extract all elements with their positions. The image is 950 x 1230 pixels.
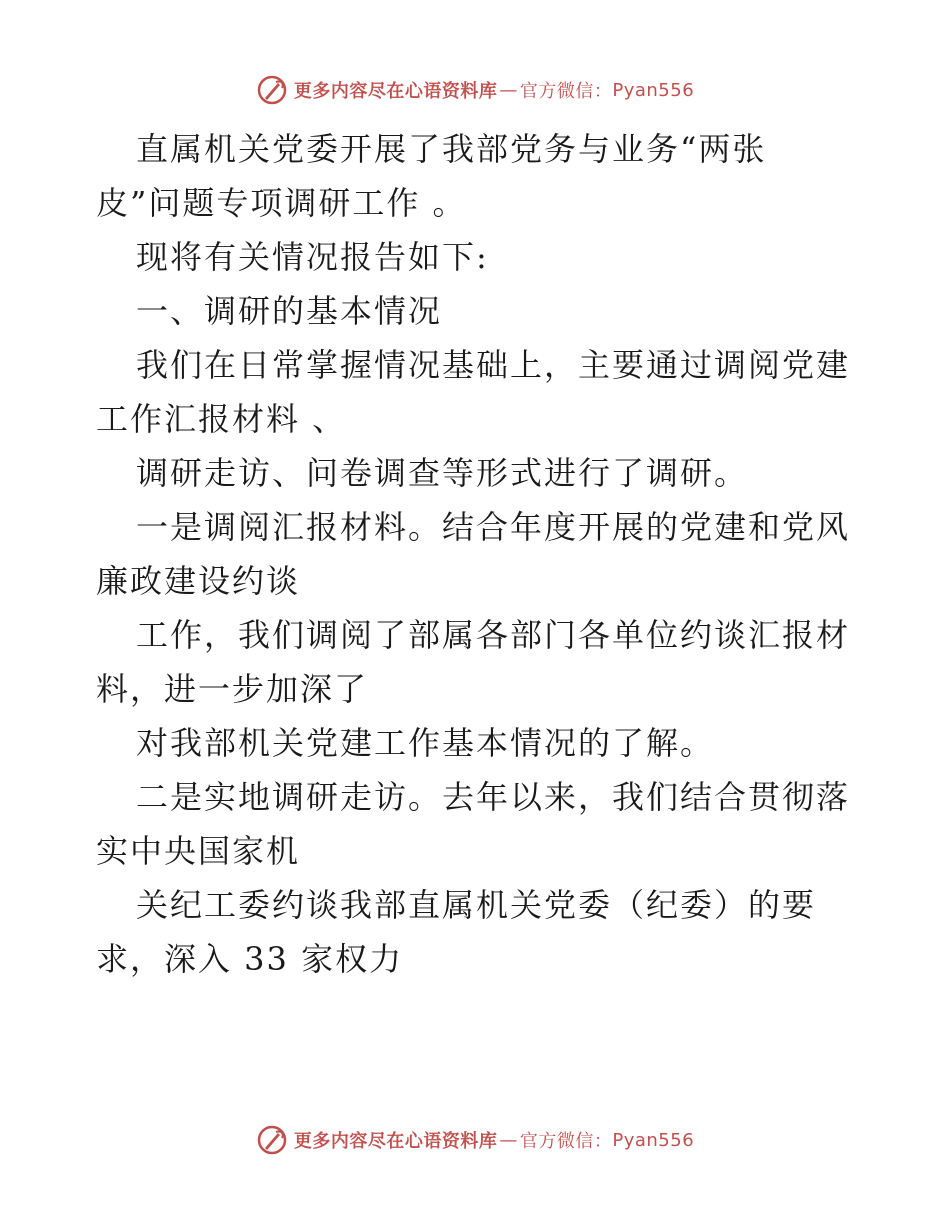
footer-watermark bbox=[0, 1120, 950, 1160]
watermark-wechat-id: Pyan556 bbox=[612, 1129, 695, 1151]
watermark-wechat-label: 官方微信： bbox=[519, 1131, 613, 1152]
text-line: 工作，我们调阅了部属各部门各单位约谈汇报材 bbox=[136, 616, 851, 654]
watermark-main-text: 更多内容尽在心语资料库 bbox=[293, 81, 498, 102]
text-line: 求，深入 33 家权力 bbox=[96, 940, 404, 978]
watermark-main-text: 更多内容尽在心语资料库 bbox=[293, 1131, 498, 1152]
text-line: 关纪工委约谈我部直属机关党委（纪委）的要 bbox=[136, 886, 817, 924]
watermark-separator: — bbox=[499, 79, 518, 101]
text-line: 直属机关党委开展了我部党务与业务“两张 bbox=[136, 130, 767, 168]
text-line: 现将有关情况报告如下: bbox=[136, 238, 489, 276]
quill-logo-icon bbox=[256, 74, 288, 106]
text-line: 我们在日常掌握情况基础上，主要通过调阅党建 bbox=[136, 346, 851, 384]
text-line: 实中央国家机 bbox=[96, 832, 301, 870]
text-line: 皮”问题专项调研工作 。 bbox=[96, 184, 467, 222]
text-line: 一是调阅汇报材料。结合年度开展的党建和党风 bbox=[136, 508, 851, 546]
header-watermark bbox=[0, 70, 950, 110]
document-body bbox=[96, 122, 856, 986]
watermark-separator: — bbox=[499, 1129, 518, 1151]
text-line: 二是实地调研走访。去年以来，我们结合贯彻落 bbox=[136, 778, 851, 816]
quill-logo-icon bbox=[256, 1124, 288, 1156]
watermark-wechat-id: Pyan556 bbox=[612, 79, 695, 101]
text-line: 廉政建设约谈 bbox=[96, 562, 301, 600]
text-line: 料，进一步加深了 bbox=[96, 670, 369, 708]
text-line: 一、调研的基本情况 bbox=[136, 292, 443, 330]
watermark-wechat-label: 官方微信： bbox=[519, 81, 613, 102]
text-line: 调研走访、问卷调查等形式进行了调研。 bbox=[136, 454, 749, 492]
text-line: 工作汇报材料 、 bbox=[96, 400, 347, 438]
text-line: 对我部机关党建工作基本情况的了解。 bbox=[136, 724, 715, 762]
